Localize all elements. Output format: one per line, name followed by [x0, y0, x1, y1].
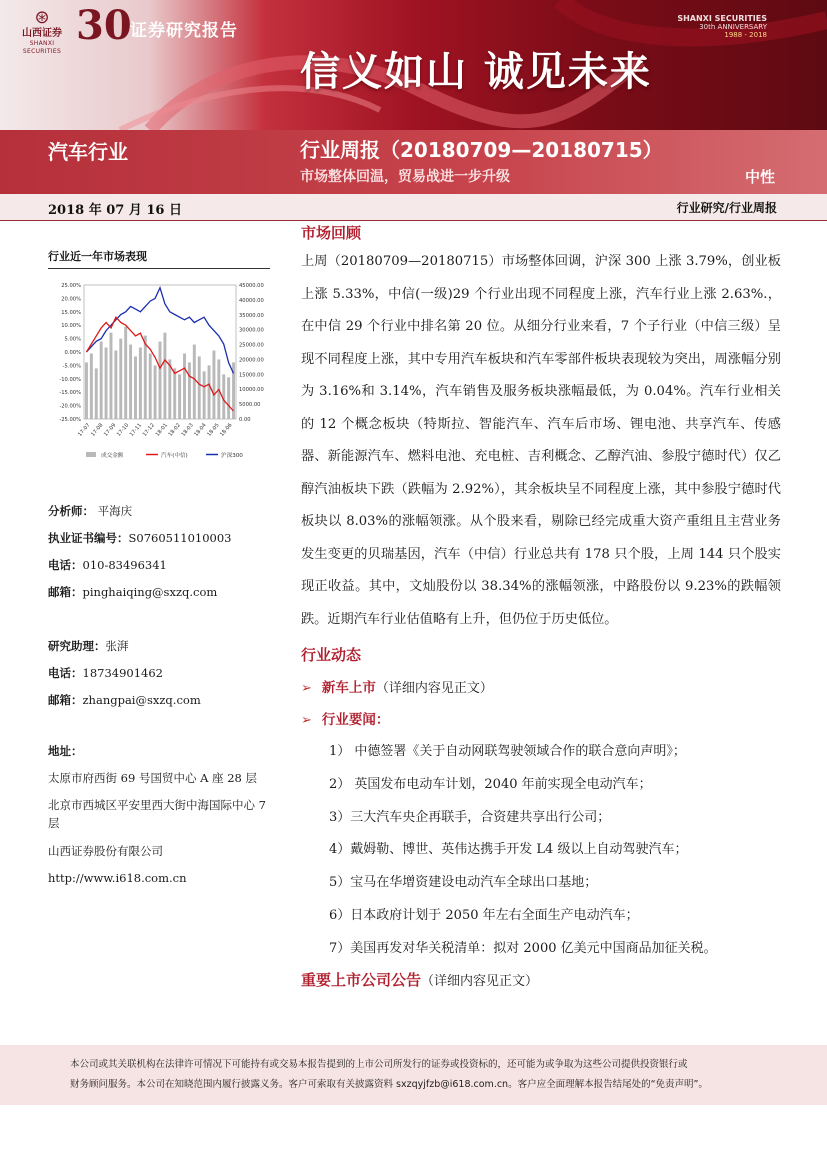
legend-swatch [86, 452, 96, 457]
legend-label: 汽车(中信) [161, 453, 188, 459]
email-row-analyst [48, 579, 278, 606]
left-column [48, 248, 278, 463]
x-axis-tick-label: 17-10 [115, 422, 131, 438]
news-item: 5）宝马在华增资建设电动汽车全球出口基地； [329, 875, 598, 891]
company-logo [12, 7, 72, 55]
left-axis-tick-label: 5.00% [64, 336, 81, 343]
phone-row-assistant [48, 660, 278, 687]
arrow-bullet-icon: ➢ [301, 681, 312, 696]
phone-label: 电话： [48, 666, 83, 680]
email-row-assistant [48, 687, 278, 714]
chart-title: 行业近一年市场表现 [48, 248, 270, 269]
anniversary-text: 30th ANNIVERSARY [699, 23, 767, 31]
report-date: 2018 年 07 月 16 日 [48, 203, 182, 218]
news-item: 1） 中德签署《关于自动网联驾驶领域合作的联合意向声明》； [329, 744, 686, 759]
rating-badge: 中性 [744, 168, 775, 186]
right-axis-tick-label: 35000.00 [239, 312, 264, 319]
left-axis-tick-label: -15.00% [59, 390, 81, 397]
logo-english-name: SHANXI SECURITIES [22, 40, 62, 55]
volume-bar [178, 374, 181, 419]
report-type-label: 证券研究报告 [130, 21, 238, 41]
volume-bar [139, 348, 142, 419]
x-axis-tick-label: 18-04 [193, 422, 208, 438]
volume-bar [168, 359, 171, 419]
legend-label: 成交金额 [101, 453, 124, 459]
legend-label: 沪深300 [221, 453, 243, 459]
news-item: 4）戴姆勒、博世、英伟达携手开发 L4 级以上自动驾驶汽车； [329, 842, 688, 858]
x-axis-tick-label: 17-12 [141, 422, 157, 438]
title-band [0, 130, 827, 194]
analyst-info [48, 498, 278, 606]
x-axis-tick-label: 18-05 [206, 422, 221, 438]
volume-bar [85, 362, 88, 419]
volume-bar [124, 327, 127, 419]
report-category: 行业研究/行业周报 [676, 201, 777, 215]
right-column [301, 220, 781, 996]
market-chart [48, 277, 270, 463]
volume-bar [144, 336, 147, 419]
volume-bar [212, 351, 215, 419]
volume-bar [149, 353, 152, 419]
disclaimer-line-1: 本公司或其关联机构在法律许可情况下可能持有或交易本报告提到的上市公司所发行的证券或投资标的，还可能为或争取为这些公司提供投资银行或 [70, 1059, 688, 1070]
logo-emblem-icon: ⊛ [34, 7, 50, 28]
volume-bar [183, 353, 186, 419]
news-item: 3）三大汽车央企再联手，合资建共享出行公司； [329, 809, 611, 825]
address-beijing: 北京市西城区平安里西大街中海国际中心 7 层 [48, 798, 266, 830]
volume-bar [198, 356, 201, 419]
assistant-name: 张湃 [105, 639, 129, 653]
email-label: 邮箱： [48, 693, 83, 707]
arrow-bullet-icon: ➢ [301, 713, 312, 728]
right-axis-tick-label: 25000.00 [239, 342, 264, 349]
assistant-label: 研究助理： [48, 639, 106, 653]
volume-bar [208, 365, 211, 419]
right-axis-tick-label: 5000.00 [239, 402, 261, 409]
report-subtitle: 市场整体回温，贸易战进一步升级 [300, 169, 510, 185]
website-link[interactable]: http://www.i618.com.cn [48, 871, 187, 885]
news-item: 2） 英国发布电动车计划，2040 年前实现全电动汽车； [329, 776, 652, 792]
left-axis-tick-label: -20.00% [59, 403, 81, 410]
industry-name: 汽车行业 [48, 140, 128, 164]
volume-bar [193, 345, 196, 419]
left-axis-tick-label: -10.00% [59, 376, 81, 383]
email-label: 邮箱： [48, 585, 83, 599]
x-axis-tick-label: 18-02 [167, 422, 182, 438]
assistant-row [48, 633, 278, 660]
announcements-heading: 重要上市公司公告 [301, 970, 422, 989]
analyst-name: 平海庆 [97, 504, 133, 518]
announcements-row [301, 966, 781, 996]
cert-row [48, 525, 278, 552]
volume-bar [173, 368, 176, 419]
news-bullet [301, 704, 781, 736]
volume-bar [100, 342, 103, 419]
banner-slogan: 信义如山 诚见未来 [300, 48, 652, 95]
left-axis-tick-label: 25.00% [61, 283, 81, 289]
report-title: 行业周报（20180709—20180715） [300, 138, 663, 162]
phone-number: 010-83496341 [82, 558, 167, 572]
x-axis-tick-label: 17-08 [90, 422, 105, 438]
anniversary-badge [657, 14, 767, 39]
disclaimer-line-2: 财务顾问服务。本公司在知晓范围内履行披露义务。客户可索取有关披露资料 sxzqyjfzb@i618.com.cn。客户应全面理解本报告结尾处的“免责声明”。 [70, 1079, 708, 1090]
x-axis-tick-label: 17-09 [103, 422, 118, 438]
left-axis-tick-label: -25.00% [59, 417, 81, 423]
news-item: 6）日本政府计划于 2050 年左右全面生产电动汽车； [329, 907, 639, 923]
market-chart-svg [48, 277, 270, 463]
cert-label: 执业证书编号： [48, 531, 129, 545]
disclaimer-footer [0, 1045, 827, 1105]
volume-bar [129, 345, 132, 419]
address-taiyuan: 太原市府西街 69 号国贸中心 A 座 28 层 [48, 771, 258, 785]
right-axis-tick-label: 45000.00 [239, 283, 264, 289]
new-car-label: 新车上市 [321, 680, 376, 696]
new-car-note: （详细内容见正文） [375, 681, 493, 696]
x-axis-tick-label: 17-11 [128, 422, 144, 438]
logo-chinese-name: 山西证券 [22, 28, 62, 39]
email-link[interactable]: pinghaiqing@sxzq.com [82, 585, 218, 599]
new-car-bullet [301, 672, 781, 704]
left-axis-tick-label: 10.00% [61, 323, 81, 330]
news-item: 7）美国再发对华关税清单：拟对 2000 亿美元中国商品加征关税。 [329, 940, 717, 956]
assistant-info [48, 633, 278, 714]
x-axis-tick-label: 18-01 [154, 422, 169, 438]
left-axis-tick-label: -5.00% [62, 363, 81, 370]
left-axis-tick-label: 15.00% [61, 309, 81, 316]
right-axis-tick-label: 0.00 [239, 417, 251, 423]
left-axis-tick-label: 20.00% [61, 296, 81, 303]
industry-news-heading: 行业动态 [301, 646, 362, 664]
left-axis-tick-label: 0.00% [64, 350, 81, 356]
volume-bar [163, 333, 166, 419]
phone-label: 电话： [48, 558, 83, 572]
volume-bar [203, 371, 206, 419]
right-axis-tick-label: 15000.00 [239, 372, 264, 379]
volume-bar [134, 356, 137, 419]
email-link[interactable]: zhangpai@sxzq.com [82, 693, 201, 707]
right-axis-tick-label: 20000.00 [239, 357, 264, 364]
market-review-paragraph: 上周（20180709—20180715）市场整体回调，沪深 300 上涨 3.79%，创业板上涨 5.33%，中信(一级)29 个行业出现不同程度上涨，汽车行业上涨 2.63%.，在中信 29 个行业中排名第 20 位。从细分行业来看，7 个子行业（中信三级）呈现不同程度上涨，其中专用汽车板块和汽车零部件板块表现较为突出，周涨幅分别为 3.16%和 3.14%，汽车销售及服务板块涨幅最低，为 0.04%。汽车行业相关的 12 个概念板块（特斯拉、智能汽车、汽车后市场、锂电池、共享汽车、传感器、新能源汽车、燃料电池、充电桩、吉利概念、乙醇汽油、参股宁德时代）仅乙醇汽油板块下跌（跌幅为 2.92%），其余板块呈不同程度上涨，其中参股宁德时代板块以 8.03%的涨幅领涨。从个股来看，剔除已经完成重大资产重组且主营业务发生变更的贝瑞基因，汽车（中信）行业总共有 178 只个股，上周 144 只个股实现正收益。其中，文灿股份以 38.34%的涨幅领涨，中路股份以 9.23%的跌幅领跌。近期汽车行业估值略有上升，但仍位于历史低位。 [301, 254, 781, 627]
x-axis-tick-label: 18-06 [219, 422, 234, 438]
right-axis-tick-label: 30000.00 [239, 327, 264, 334]
date-band [0, 194, 827, 221]
anniversary-years: 1988 - 2018 [724, 31, 767, 39]
phone-row-analyst [48, 552, 278, 579]
analyst-row [48, 498, 278, 525]
volume-bar [188, 362, 191, 419]
volume-bar [159, 342, 162, 419]
right-axis-tick-label: 10000.00 [239, 387, 264, 394]
volume-bar [105, 348, 108, 419]
right-axis-tick-label: 40000.00 [239, 297, 264, 304]
x-axis-tick-label: 17-07 [77, 422, 92, 438]
volume-bar [119, 339, 122, 419]
anniversary-30-mark: 30 [76, 2, 132, 49]
address-info [48, 738, 278, 892]
company-name: 山西证券股份有限公司 [48, 844, 163, 858]
market-review-heading: 市场回顾 [301, 224, 362, 242]
news-label: 行业要闻： [321, 712, 390, 728]
volume-bar [114, 351, 117, 419]
volume-bar [227, 377, 230, 419]
x-axis-tick-label: 18-03 [180, 422, 195, 438]
header-banner [0, 0, 827, 130]
cert-number: S0760511010003 [128, 531, 232, 545]
volume-bar [154, 365, 157, 419]
volume-bar [90, 353, 93, 419]
anniversary-company: SHANXI SECURITIES [677, 14, 767, 23]
address-label: 地址： [48, 744, 83, 758]
volume-bar [109, 333, 112, 419]
analyst-label: 分析师： [48, 504, 94, 518]
phone-number: 18734901462 [82, 666, 163, 680]
announcements-note: （详细内容见正文） [421, 973, 539, 989]
volume-bar [95, 368, 98, 419]
address-label-row [48, 738, 278, 765]
